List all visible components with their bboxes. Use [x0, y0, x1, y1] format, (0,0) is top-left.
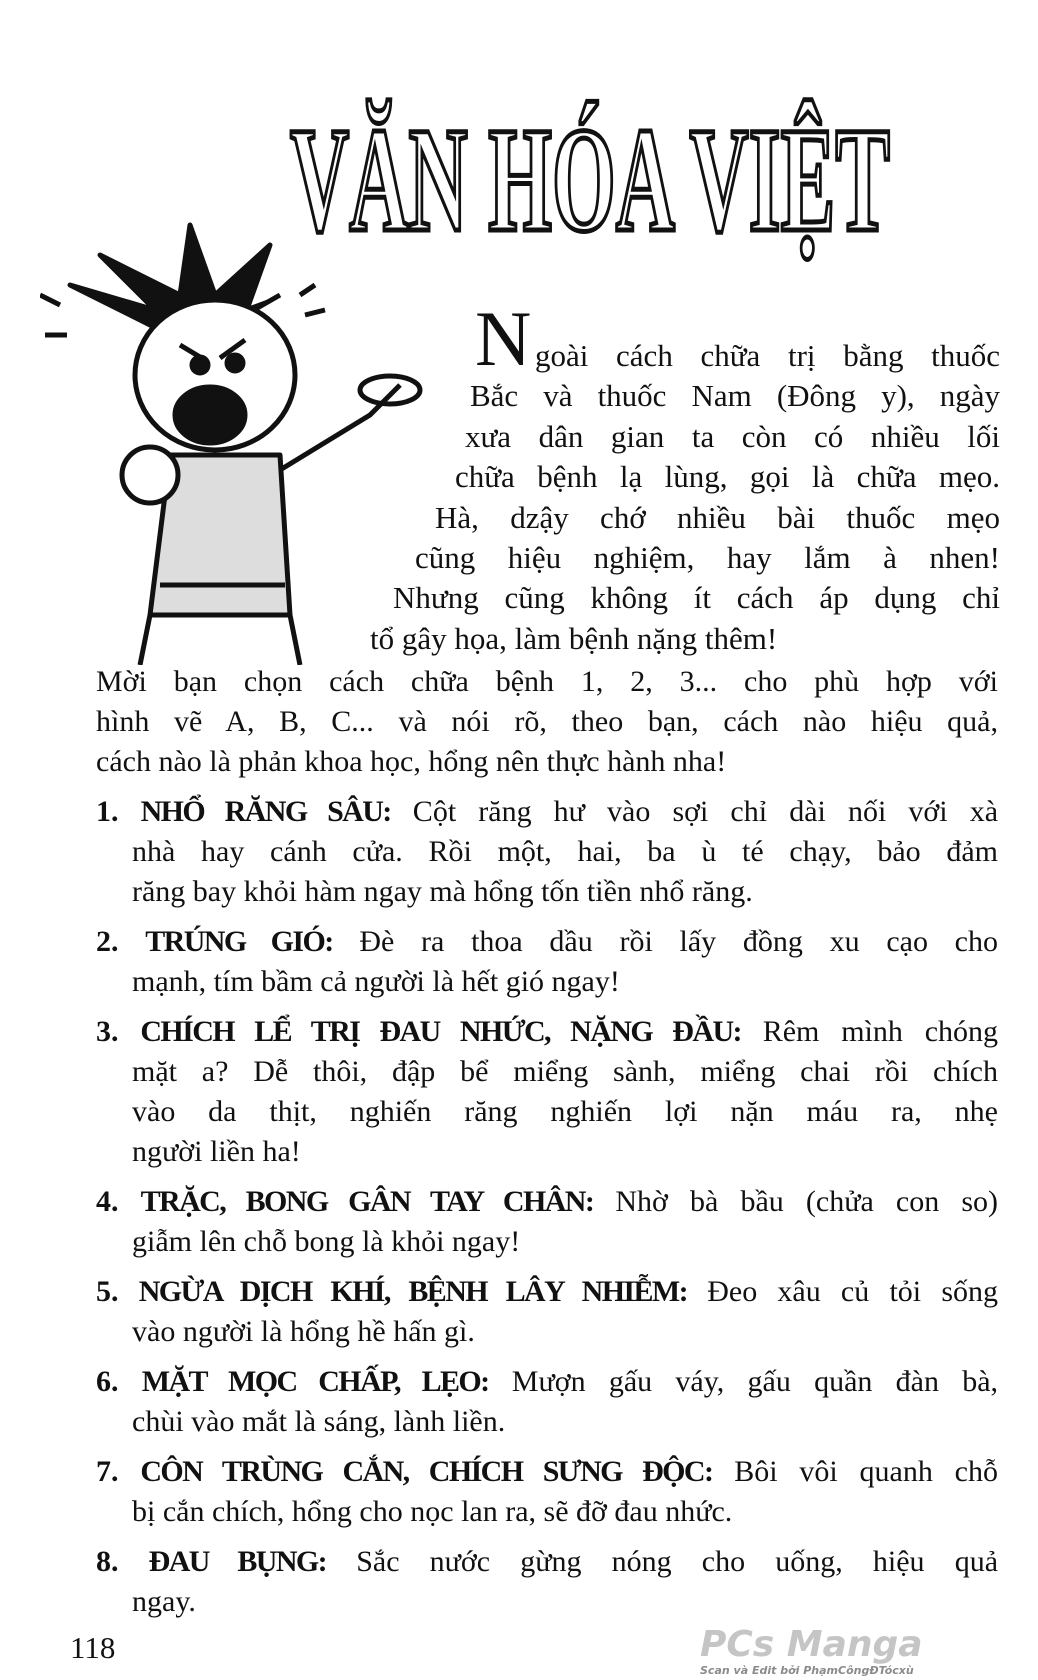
remedy-line	[96, 1182, 998, 1222]
item-text: Mượn gấu váy, gấu quần đàn bà,	[488, 1365, 999, 1398]
remedy-line: răng bay khỏi hàm ngay mà hổng tốn tiền nhổ răng.	[132, 875, 753, 908]
item-text: Đè ra thoa dầu rồi lấy đồng xu cạo cho	[332, 925, 998, 958]
remedy-item	[96, 1362, 998, 1442]
item-heading: CÔN TRÙNG CẮN, CHÍCH SƯNG ĐỘC:	[140, 1455, 713, 1488]
scanlator-watermark	[700, 1626, 923, 1677]
remedy-item	[96, 1012, 998, 1172]
remedy-line: mặt a? Dễ thôi, đập bể miểng sành, miểng chai rồi chích	[132, 1055, 998, 1088]
intro-line: cũng hiệu nghiệm, hay lắm à nhen!	[415, 540, 1000, 575]
item-number: 4.	[96, 1185, 119, 1218]
intro-line: Hà, dzậy chớ nhiều bài thuốc mẹo	[435, 499, 1000, 535]
item-number: 7.	[96, 1455, 119, 1488]
remedy-line: mạnh, tím bầm cả người là hết gió ngay!	[132, 965, 620, 998]
cartoon-boy-illustration	[40, 215, 440, 665]
remedy-line	[96, 1272, 998, 1312]
intro-line: xưa dân gian ta còn có nhiều lối	[465, 418, 1000, 454]
remedy-item	[96, 792, 998, 912]
title-text: VĂN HÓA VIỆT	[290, 97, 890, 263]
remedy-item	[96, 1182, 998, 1262]
intro-line: Nhưng cũng không ít cách áp dụng chỉ	[393, 580, 1000, 616]
item-number: 6.	[96, 1365, 119, 1398]
remedy-item	[96, 1542, 998, 1622]
article-body	[96, 662, 998, 1622]
intro-line: Bắc và thuốc Nam (Đông y), ngày	[470, 378, 1000, 414]
remedy-line: chùi vào mắt là sáng, lành liền.	[132, 1405, 506, 1438]
remedy-line	[96, 922, 998, 962]
item-heading: TRẶC, BONG GÂN TAY CHÂN:	[140, 1185, 594, 1218]
item-text: Sắc nước gừng nóng cho uống, hiệu quả	[326, 1545, 999, 1578]
question-line: Mời bạn chọn cách chữa bệnh 1, 2, 3... cho phù hợp với	[96, 665, 998, 698]
remedy-item	[96, 922, 998, 1002]
remedy-line: ngay.	[132, 1585, 196, 1618]
remedy-line: vào da thịt, nghiến răng nghiến lợi nặn máu ra, nhẹ	[132, 1095, 998, 1128]
remedy-line: nhà hay cánh cửa. Rồi một, hai, ba ù té chạy, bảo đảm	[132, 835, 998, 868]
item-number: 1.	[96, 795, 119, 828]
remedy-line	[96, 1012, 998, 1052]
item-text: Đeo xâu củ tỏi sống	[687, 1275, 998, 1308]
remedy-line: người liền ha!	[132, 1135, 301, 1168]
remedy-line: bị cắn chích, hổng cho nọc lan ra, sẽ đỡ đau nhức.	[132, 1495, 733, 1528]
remedy-line	[96, 792, 998, 832]
remedy-line	[96, 1362, 998, 1402]
remedy-line: vào người là hổng hề hấn gì.	[132, 1315, 475, 1348]
remedy-line	[96, 1452, 998, 1492]
question-line: hình vẽ A, B, C... và nói rõ, theo bạn, cách nào hiệu quả,	[96, 705, 998, 738]
question-line: cách nào là phản khoa học, hổng nên thực hành nha!	[96, 745, 727, 778]
item-heading: NHỔ RĂNG SÂU:	[140, 795, 391, 828]
intro-line: chữa bệnh lạ lùng, gọi là chữa mẹo.	[455, 459, 1000, 495]
remedy-line	[96, 1542, 998, 1582]
item-text: Bôi vôi quanh chỗ	[712, 1455, 999, 1488]
watermark-credit: Scan và Edit bởi PhạmCôngĐTócxù	[700, 1664, 914, 1677]
remedy-list	[96, 792, 998, 1622]
item-heading: CHÍCH LỂ TRỊ ĐAU NHỨC, NẶNG ĐẦU:	[140, 1015, 741, 1048]
item-heading: TRÚNG GIÓ:	[145, 925, 333, 958]
item-heading: NGỪA DỊCH KHÍ, BỆNH LÂY NHIỄM:	[138, 1275, 688, 1308]
page-number: 118	[70, 1630, 116, 1665]
intro-line: goài cách chữa trị bằng thuốc	[535, 338, 1000, 373]
remedy-line: giẫm lên chỗ bong là khỏi ngay!	[132, 1225, 521, 1258]
item-heading: ĐAU BỤNG:	[148, 1545, 327, 1578]
question-paragraph	[96, 662, 998, 782]
remedy-item	[96, 1272, 998, 1352]
item-number: 8.	[96, 1545, 119, 1578]
item-text: Rêm mình chóng	[740, 1015, 999, 1048]
item-text: Cột răng hư vào sợi chỉ dài nối với xà	[390, 795, 999, 828]
item-number: 2.	[96, 925, 119, 958]
intro-line: tổ gây họa, làm bệnh nặng thêm!	[370, 620, 778, 656]
watermark-logo: PCs Manga	[700, 1624, 923, 1665]
drop-cap: N	[475, 295, 532, 382]
item-number: 3.	[96, 1015, 119, 1048]
remedy-item	[96, 1452, 998, 1532]
item-text: Nhờ bà bầu (chửa con so)	[593, 1185, 998, 1218]
item-number: 5.	[96, 1275, 119, 1308]
item-heading: MẶT MỌC CHẤP, LẸO:	[141, 1365, 489, 1398]
